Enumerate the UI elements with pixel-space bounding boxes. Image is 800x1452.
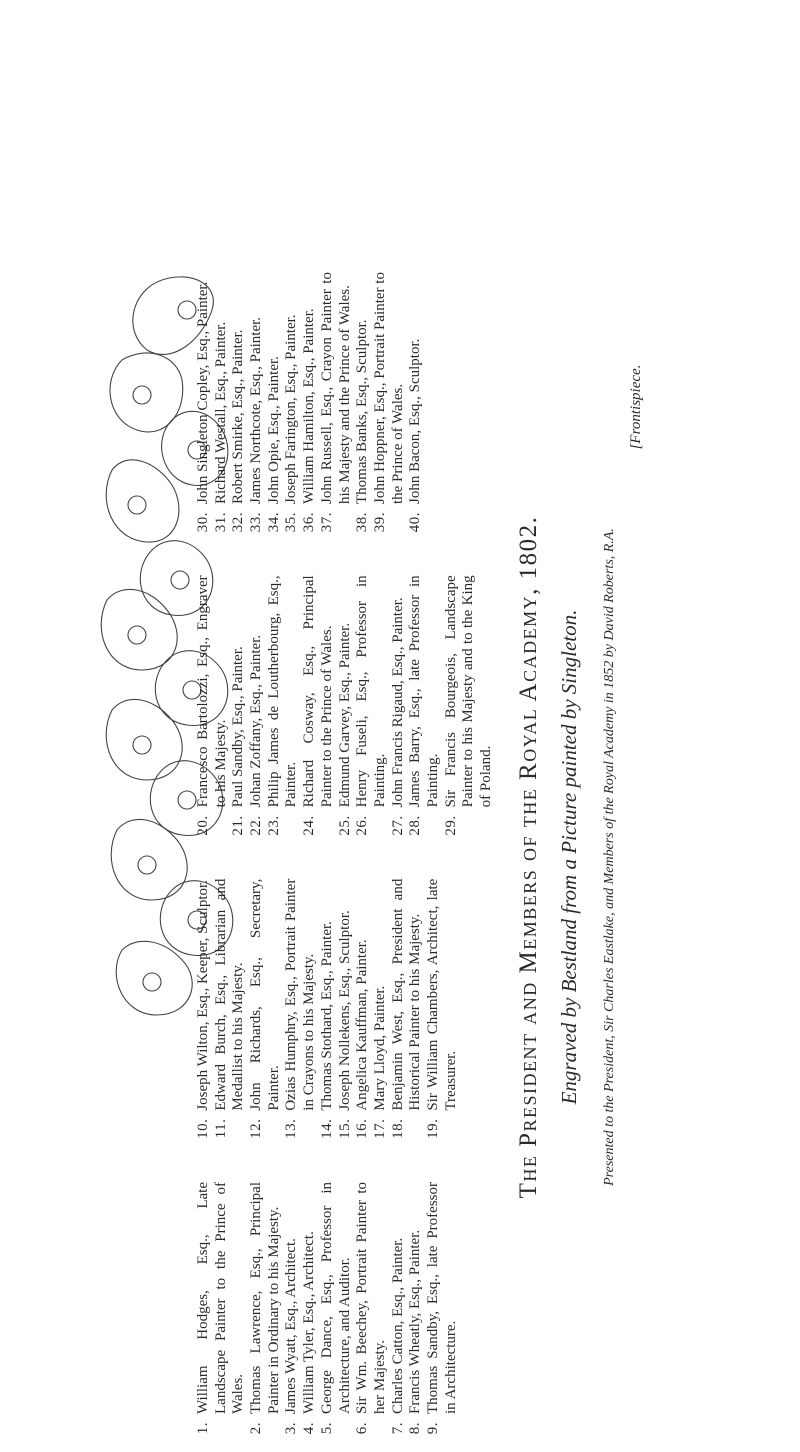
- entry-number: 20.: [195, 815, 211, 836]
- entry-name: Ozias Humphry, Esq., Portrait Painter in Crayons to his Majesty.: [283, 878, 318, 1111]
- key-entry: [407, 575, 442, 845]
- key-column-3: [195, 575, 496, 845]
- plate-title: The President and Members of the Royal Academy, 1802.: [514, 515, 542, 1199]
- entry-name: Robert Smirke, Esq., Painter.: [230, 329, 247, 505]
- entry-name: William Hodges, Esq., Late Landscape Painter to the Prince of Wales.: [195, 1182, 247, 1414]
- key-entry: [230, 575, 248, 845]
- key-column-2: [195, 879, 496, 1149]
- entry-name: Charles Catton, Esq., Painter.: [389, 1237, 406, 1414]
- key-entry: [230, 272, 248, 542]
- entry-name: Thomas Banks, Esq., Sculptor.: [354, 319, 371, 505]
- key-entry: [390, 1182, 408, 1452]
- key-entry: [407, 272, 425, 542]
- key-entry: [301, 575, 336, 845]
- key-column-4: [195, 272, 496, 542]
- entry-name: James Barry, Esq., late Professor in Painting.: [407, 575, 441, 808]
- key-entry: [248, 575, 266, 845]
- key-entry: [337, 575, 355, 845]
- entry-name: John Singleton Copley, Esq., Painter.: [195, 281, 211, 505]
- entry-number: 22.: [248, 815, 265, 836]
- entry-number: 36.: [301, 512, 318, 533]
- entry-number: 3.: [283, 1422, 300, 1435]
- key-entry: [195, 272, 213, 542]
- entry-number: 29.: [442, 815, 459, 836]
- entry-number: 34.: [265, 512, 282, 533]
- key-entry: [195, 1182, 248, 1452]
- entry-number: 2.: [248, 1422, 265, 1435]
- entry-name: Sir Wm. Beechey, Portrait Painter to her Majesty.: [354, 1182, 388, 1414]
- entry-name: Angelica Kauffman, Painter.: [354, 939, 371, 1111]
- entry-name: Benjamin West, Esq., President and Historical Painter to his Majesty.: [389, 878, 424, 1111]
- key-entry: [283, 272, 301, 542]
- key-entry: [266, 272, 284, 542]
- entry-number: 32.: [230, 512, 247, 533]
- key-entry: [425, 879, 460, 1149]
- key-entry: [319, 879, 337, 1149]
- entry-number: 23.: [265, 815, 282, 836]
- key-entry: [213, 879, 248, 1149]
- entry-number: 7.: [389, 1422, 406, 1435]
- entry-number: 11.: [212, 1118, 229, 1139]
- entry-number: 39.: [371, 512, 388, 533]
- key-entry: [354, 1182, 389, 1452]
- key-column-1: [195, 1182, 496, 1452]
- key-entry: [283, 879, 318, 1149]
- entry-number: 12.: [248, 1118, 265, 1139]
- entry-name: Paul Sandby, Esq., Painter.: [230, 646, 247, 808]
- key-entry: [248, 272, 266, 542]
- entry-number: 14.: [318, 1118, 335, 1139]
- entry-name: William Tyler, Esq., Architect.: [301, 1231, 318, 1414]
- entry-number: 27.: [389, 815, 406, 836]
- entry-number: 1.: [195, 1422, 211, 1435]
- entry-name: Henry Fuseli, Esq., Professor in Painting.: [354, 575, 388, 808]
- entry-name: John Richards, Esq., Secretary, Painter.: [248, 878, 282, 1111]
- entry-number: 31.: [212, 512, 229, 533]
- key-entry: [301, 1182, 319, 1452]
- key-entry: [283, 1182, 301, 1452]
- entry-name: Francesco Bartolozzi, Esq., Engraver to his Majesty.: [195, 575, 229, 808]
- entry-number: 8.: [407, 1422, 424, 1435]
- key-entry: [266, 575, 301, 845]
- plate-credit: Presented to the President, Sir Charles Eastlake, and Members of the Royal Academy in 1852 by David Roberts, R.A.: [601, 528, 617, 1186]
- entry-name: Francis Wheatly, Esq., Painter.: [407, 1229, 424, 1414]
- entry-number: 38.: [354, 512, 371, 533]
- entry-number: 26.: [354, 815, 371, 836]
- key-entry: [213, 272, 231, 542]
- entry-number: 18.: [389, 1118, 406, 1139]
- key-entry: [195, 879, 213, 1149]
- entry-name: Joseph Farington, Esq., Painter.: [283, 314, 300, 505]
- key-entry: [372, 272, 407, 542]
- entry-number: 15.: [336, 1118, 353, 1139]
- entry-name: Edward Burch, Esq., Librarian and Medallist to his Majesty.: [212, 878, 247, 1111]
- entry-number: 24.: [301, 815, 318, 836]
- entry-number: 16.: [354, 1118, 371, 1139]
- entry-name: John Opie, Esq., Painter.: [265, 356, 282, 505]
- entry-number: 9.: [424, 1422, 441, 1435]
- key-entry: [195, 575, 230, 845]
- entry-number: 33.: [248, 512, 265, 533]
- entry-name: Joseph Nollekens, Esq., Sculptor.: [336, 910, 353, 1111]
- entry-name: John Bacon, Esq., Sculptor.: [407, 338, 424, 505]
- entry-name: Johan Zoffany, Esq., Painter.: [248, 634, 265, 808]
- entry-number: 19.: [424, 1118, 441, 1139]
- entry-number: 13.: [283, 1118, 300, 1139]
- entry-name: Sir William Chambers, Architect, late Treasurer.: [424, 878, 459, 1111]
- entry-number: 5.: [318, 1422, 335, 1435]
- key-entry: [354, 272, 372, 542]
- plate-text: [195, 262, 755, 1452]
- entry-name: Edmund Garvey, Esq., Painter.: [336, 622, 353, 808]
- frontispiece-label: [Frontispiece.: [628, 364, 645, 450]
- entry-name: Joseph Wilton, Esq., Keeper, Sculptor.: [195, 880, 211, 1111]
- key-entry: [407, 1182, 425, 1452]
- entry-name: John Hoppner, Esq., Portrait Painter to the Prince of Wales.: [371, 272, 406, 505]
- entry-number: 37.: [318, 512, 335, 533]
- entry-number: 10.: [195, 1118, 211, 1139]
- entry-name: John Francis Rigaud, Esq., Painter.: [389, 597, 406, 808]
- key-entry: [319, 1182, 354, 1452]
- entry-name: Richard Westall, Esq., Painter.: [212, 321, 229, 505]
- plate-subtitle: Engraved by Bestland from a Picture painted by Singleton.: [557, 609, 582, 1105]
- entry-number: 25.: [336, 815, 353, 836]
- key-entry: [319, 272, 354, 542]
- entry-name: Thomas Sandby, Esq., late Professor in Architecture.: [424, 1182, 459, 1414]
- entry-number: 28.: [407, 815, 424, 836]
- entry-number: 6.: [354, 1422, 371, 1435]
- entry-name: James Northcote, Esq., Painter.: [248, 316, 265, 505]
- entry-number: 4.: [301, 1422, 318, 1435]
- key-entry: [443, 575, 496, 845]
- entry-name: James Wyatt, Esq., Architect.: [283, 1238, 300, 1414]
- key-entry: [354, 575, 389, 845]
- entry-name: Thomas Lawrence, Esq., Principal Painter in Ordinary to his Majesty.: [248, 1182, 282, 1414]
- entry-name: George Dance, Esq., Professor in Architecture, and Auditor.: [318, 1182, 353, 1414]
- entry-name: Richard Cosway, Esq., Principal Painter to the Prince of Wales.: [301, 575, 335, 808]
- key-entry: [354, 879, 372, 1149]
- key-entry: [390, 879, 425, 1149]
- key-entry: [390, 575, 408, 845]
- entry-number: 35.: [283, 512, 300, 533]
- entry-name: William Hamilton, Esq., Painter.: [301, 308, 318, 505]
- key-entry: [425, 1182, 460, 1452]
- key-entry: [301, 272, 319, 542]
- entry-number: 17.: [371, 1118, 388, 1139]
- key-entry: [337, 879, 355, 1149]
- entry-name: John Russell, Esq., Crayon Painter to his Majesty and the Prince of Wales.: [318, 272, 353, 505]
- entry-name: Sir Francis Bourgeois, Landscape Painter to his Majesty and to the King of Poland.: [442, 575, 494, 808]
- entry-number: 30.: [195, 512, 211, 533]
- entry-name: Thomas Stothard, Esq., Painter.: [318, 921, 335, 1111]
- key-columns: [195, 272, 496, 1452]
- entry-name: Mary Lloyd, Painter.: [371, 985, 388, 1111]
- entry-name: Philip James de Loutherbourg, Esq., Painter.: [265, 575, 300, 808]
- key-entry: [248, 1182, 283, 1452]
- entry-number: 40.: [407, 512, 424, 533]
- key-entry: [372, 879, 390, 1149]
- entry-number: 21.: [230, 815, 247, 836]
- key-entry: [248, 879, 283, 1149]
